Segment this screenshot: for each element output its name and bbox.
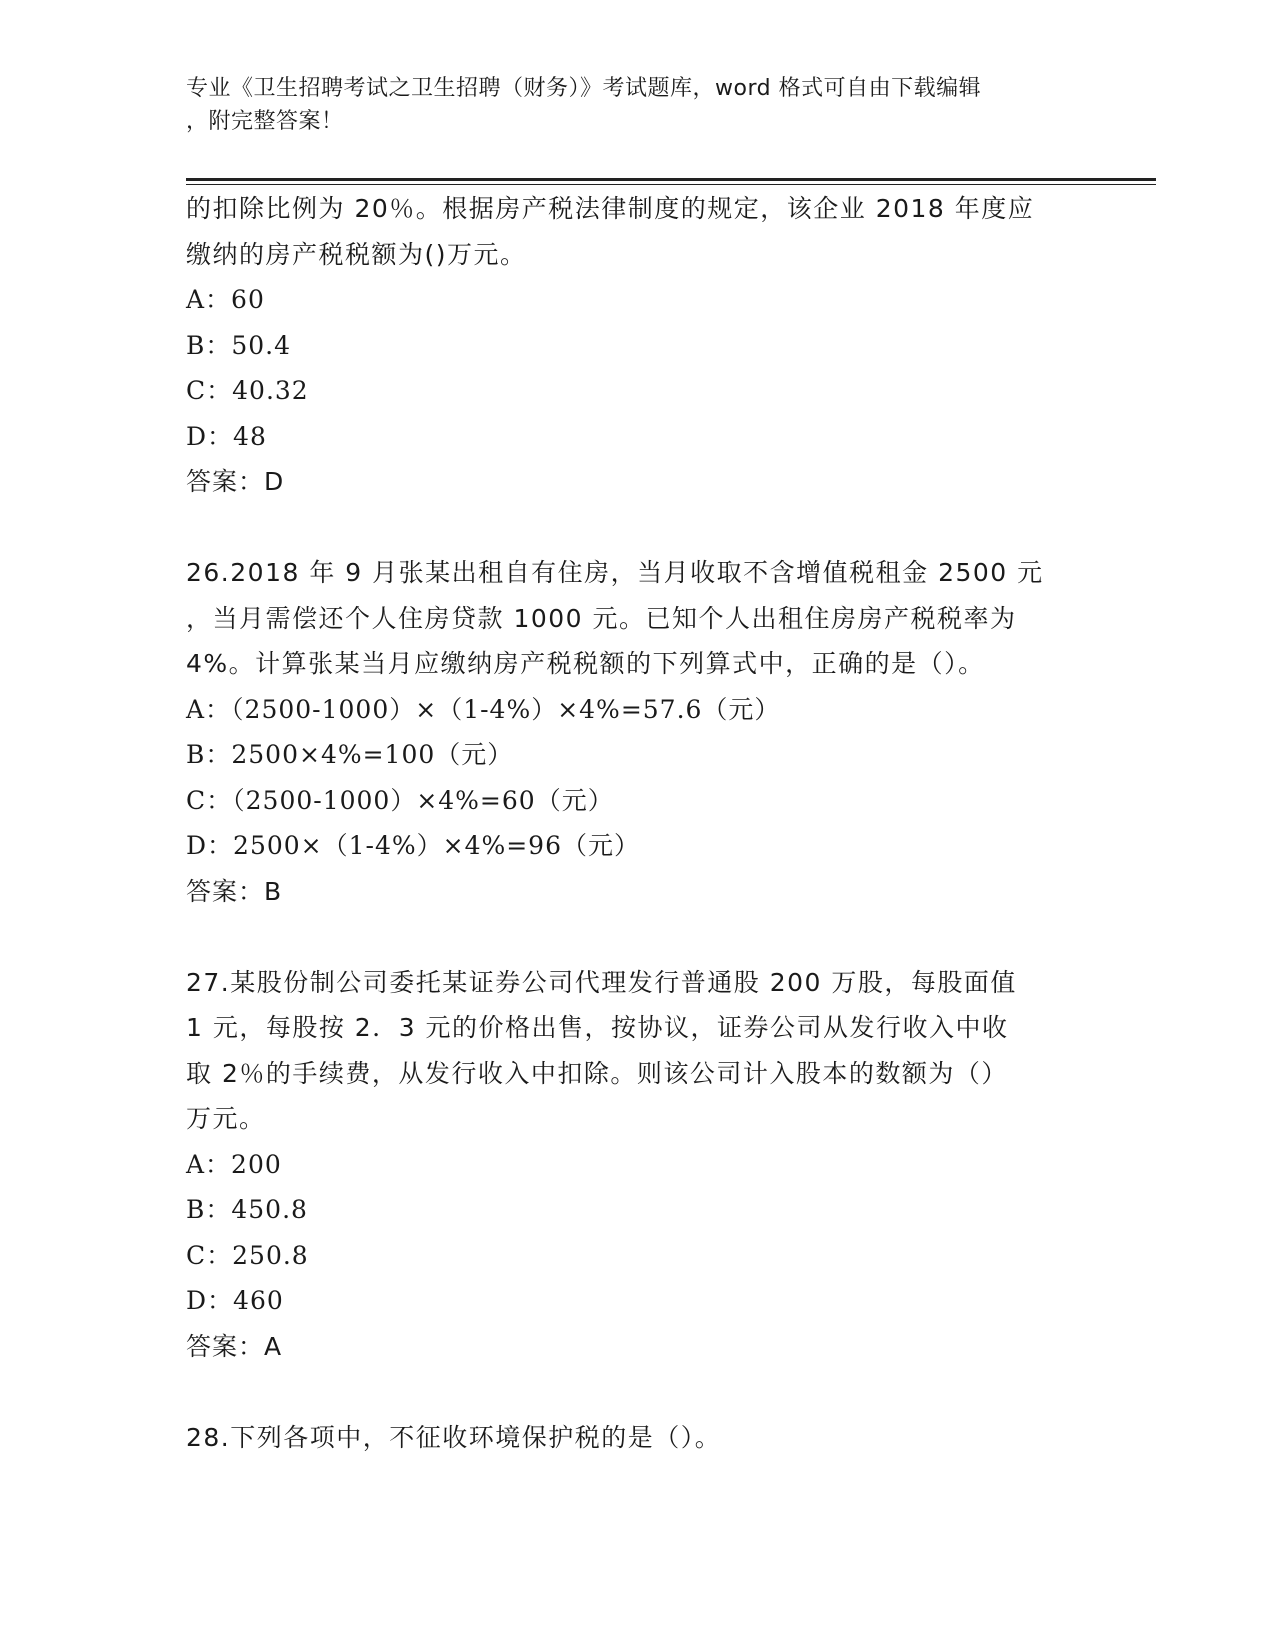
option-a: A：60 — [186, 285, 265, 314]
question-27 — [186, 960, 1086, 1370]
question-28 — [186, 1415, 1086, 1461]
question-stem-line: 27.某股份制公司委托某证券公司代理发行普通股 200 万股，每股面值 — [186, 967, 1017, 997]
question-stem-line: 万元。 — [186, 1104, 266, 1133]
question-stem-line: 26.2018 年 9 月张某出租自有住房，当月收取不含增值税租金 2500 元 — [186, 558, 1044, 587]
question-stem-line: 28.下列各项中，不征收环境保护税的是（）。 — [186, 1422, 722, 1452]
option-b: B：50.4 — [186, 330, 292, 360]
question-stem-line: 的扣除比例为 20％。根据房产税法律制度的规定，该企业 2018 年度应 — [186, 194, 1035, 223]
header-line-2: ，附完整答案！ — [186, 109, 344, 134]
option-c: C：40.32 — [186, 376, 309, 405]
question-stem-line: 1 元，每股按 2．3 元的价格出售，按协议，证券公司从发行收入中收 — [186, 1013, 1009, 1042]
answer-label: 答案：A — [186, 1331, 283, 1361]
question-26 — [186, 550, 1086, 914]
header-line-1: 专业《卫生招聘考试之卫生招聘（财务）》考试题库，word 格式可自由下载编辑 — [186, 76, 982, 101]
option-b: B：2500×4%=100（元） — [186, 740, 514, 769]
answer-label: 答案：D — [186, 467, 285, 496]
option-d: D：460 — [186, 1286, 284, 1315]
question-stem-line: ，当月需偿还个人住房贷款 1000 元。已知个人出租住房房产税税率为 — [186, 603, 1017, 633]
header-rule-thin — [186, 184, 1156, 185]
header-rule-thick — [186, 178, 1156, 181]
question-stem-line: 缴纳的房产税税额为()万元。 — [186, 239, 527, 269]
spacer — [186, 1369, 1086, 1415]
spacer — [186, 505, 1086, 551]
option-a: A：（2500-1000）×（1-4%）×4%=57.6（元） — [186, 694, 781, 724]
question-25 — [186, 186, 1086, 505]
document-header — [186, 72, 1086, 138]
option-d: D：48 — [186, 421, 267, 451]
option-d: D：2500×（1-4%）×4%=96（元） — [186, 831, 640, 860]
question-stem-line: 取 2％的手续费，从发行收入中扣除。则该公司计入股本的数额为（） — [186, 1058, 1008, 1088]
option-a: A：200 — [186, 1149, 282, 1179]
question-stem-line: 4%。计算张某当月应缴纳房产税税额的下列算式中，正确的是（）。 — [186, 649, 985, 678]
spacer — [186, 914, 1086, 960]
option-c: C：（2500-1000）×4%=60（元） — [186, 785, 614, 815]
option-b: B：450.8 — [186, 1195, 308, 1224]
question-content — [186, 186, 1086, 1460]
option-c: C：250.8 — [186, 1240, 309, 1270]
answer-label: 答案：B — [186, 876, 283, 906]
